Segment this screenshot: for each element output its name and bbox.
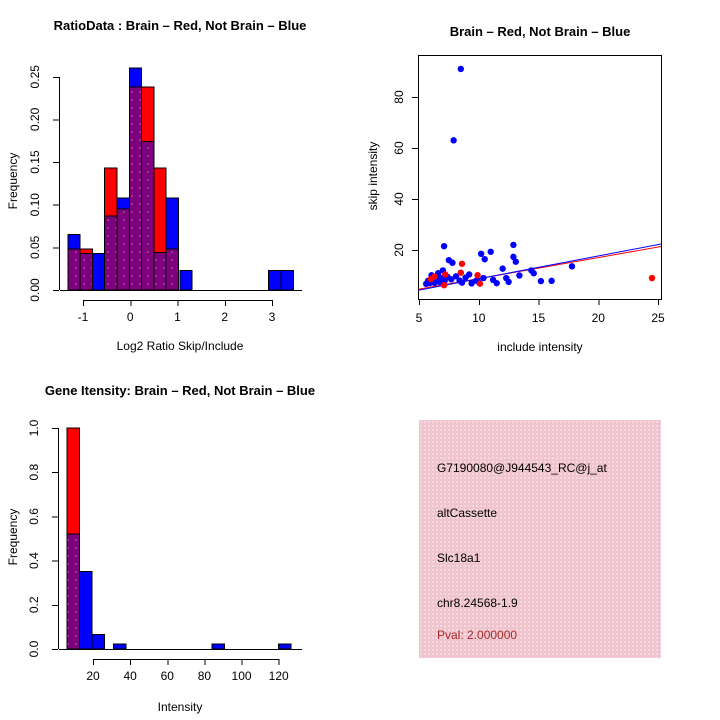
tick-label: 0.8 [27,463,41,481]
tick-label: 40 [392,192,406,206]
info-splice-type: altCassette [437,506,498,520]
scatter-point-blue [510,242,516,248]
scatter-point-blue [450,137,456,143]
scatter-point-blue [538,278,544,284]
tick-label: 10 [472,311,486,325]
histogram-bar-overlap [166,249,178,290]
histogram-bar [79,572,91,649]
histogram-bar [92,253,104,290]
tick-label: 1 [174,310,181,324]
histogram-bar-overlap [117,209,129,290]
histogram-bar-overlap [80,253,92,290]
ratio-hist-xlabel: Log2 Ratio Skip/Include [116,339,244,353]
scatter-point-red [477,280,483,286]
tick-label: 60 [392,141,406,155]
scatter-xlabel: include intensity [497,340,583,354]
ratio-hist-ylabel: Frequency [6,152,20,210]
tick-label: 0.15 [28,150,42,174]
tick-label: 20 [392,243,406,257]
scatter-point-blue [493,280,499,286]
scatter-point-blue [499,265,505,271]
tick-label: 0.20 [28,107,42,132]
scatter-point-blue [458,66,464,72]
tick-label: 20 [86,669,100,683]
tick-label: 20 [591,311,605,325]
scatter-point-blue [423,281,429,287]
scatter-point-red [441,282,447,288]
scatter-point-blue [482,256,488,262]
tick-label: 0.6 [27,508,41,525]
tick-label: 60 [160,669,174,683]
scatter-point-blue [478,251,484,257]
tick-label: 0.4 [27,552,41,569]
info-box [419,420,661,658]
scatter-point-blue [459,279,465,285]
scatter-point-red [649,275,655,281]
histogram-bar [212,644,224,649]
tick-label: 40 [123,669,137,683]
info-gene-symbol: Slc18a1 [437,551,481,565]
ratio-histogram [28,65,302,324]
scatter-point-red [474,272,480,278]
info-probe-id: G7190080@J944543_RC@j_at [437,461,607,475]
scatter-point-blue [441,243,447,249]
histogram-bar-overlap [67,534,79,649]
tick-label: 0.00 [28,278,42,302]
scatter-title: Brain – Red, Not Brain – Blue [449,24,631,39]
scatter-point-blue [548,278,554,284]
scatter-point-blue [505,279,511,285]
tick-label: 3 [268,310,276,324]
tick-label: 0.0 [27,640,41,658]
histogram-bar [278,644,290,649]
info-location: chr8.24568-1.9 [437,596,518,610]
tick-label: 15 [531,311,546,325]
histogram-bar [281,270,293,290]
tick-label: 25 [651,311,665,325]
histogram-bar [180,270,192,290]
histogram-bar-overlap [154,252,166,290]
scatter-point-blue [516,272,522,278]
tick-label: 80 [392,90,406,104]
histogram-bar [92,635,104,649]
scatter-point-red [428,276,434,282]
tick-label: -1 [77,310,89,324]
gene-hist-title: Gene Itensity: Brain – Red, Not Brain – Blue [44,383,316,398]
info-pval: Pval: 2.000000 [437,628,518,642]
histogram-bar-overlap [105,216,117,290]
tick-label: 0.25 [28,65,42,89]
intensity-scatter [392,56,665,326]
gene-hist-ylabel: Frequency [6,508,20,566]
tick-label: 120 [268,669,289,683]
gene-hist-xlabel: Intensity [157,700,203,714]
tick-label: 0.05 [28,235,42,260]
tick-label: 100 [231,669,252,683]
tick-label: 1.0 [27,419,41,437]
histogram-bar-overlap [68,249,80,290]
histogram-bar-overlap [142,142,154,290]
tick-label: 0.10 [28,193,42,217]
scatter-point-blue [468,280,474,286]
scatter-point-blue [531,270,537,276]
tick-label: 80 [197,669,212,683]
histogram-bar [269,270,281,290]
scatter-point-red [459,261,465,267]
tick-label: 0.2 [27,596,41,614]
scatter-point-blue [569,263,575,269]
gene-histogram [27,419,302,683]
scatter-point-blue [488,249,494,255]
tick-label: 5 [415,311,423,325]
histogram-bar [113,644,125,649]
ratio-hist-title: RatioData : Brain – Red, Not Brain – Blue [53,18,307,33]
scatter-point-blue [449,260,455,266]
scatter-point-blue [513,259,519,265]
tick-label: 0 [126,310,134,324]
tick-label: 2 [221,310,229,324]
scatter-ylabel: skip intensity [366,141,380,211]
scatter-point-red [458,269,464,275]
scatter-point-red [442,271,448,277]
histogram-bar-overlap [129,87,141,290]
